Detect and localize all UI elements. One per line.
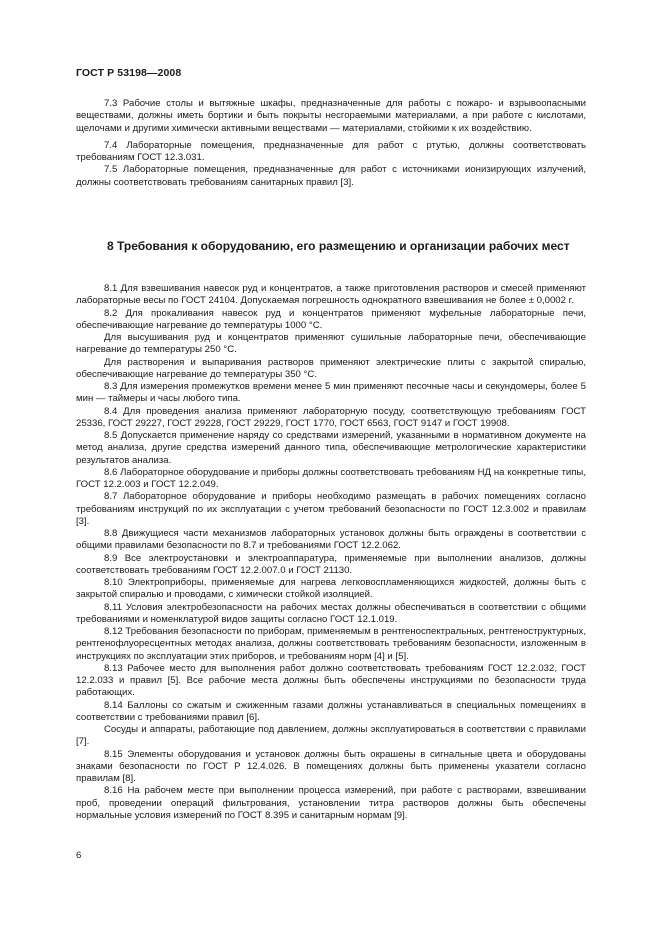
paragraph-8-2: 8.2 Для прокаливания навесок руд и концентратов применяют муфельные лабораторные печи, обеспечивающие нагревание до температуры 1000 °С. [76, 307, 586, 331]
paragraph-7-5: 7.5 Лабораторные помещения, предназначенные для работ с источниками ионизирующих излучений, должны соответствовать требованиям санитарных правил [3]. [76, 164, 586, 188]
paragraph-8-10: 8.10 Электроприборы, применяемые для нагрева легковоспламеняющихся жидкостей, должны быть с закрытой спиралью и проводами, с химически стойкой изоляцией. [76, 577, 586, 601]
paragraph-dissolving: Для растворения и выпаривания растворов применяют электрические плиты с закрытой спиралью, обеспечивающие нагревание до температуры 350 °С. [76, 356, 586, 380]
paragraph-8-5: 8.5 Допускается применение наряду со средствами измерений, указанными в нормативном документе на метод анализа, другие средства измерений данного типа, обеспечивающие метрологические характеристики результатов анализа. [76, 430, 586, 466]
paragraph-8-9: 8.9 Все электроустановки и электроаппаратура, применяемые при выполнении анализов, должны соответствовать требованиям ГОСТ 12.2.007.0 и ГОСТ 21130. [76, 552, 586, 576]
paragraph-8-12: 8.12 Требования безопасности по приборам, применяемым в рентгеноспектральных, рентгеноструктурных, рентгенофлуоресцентных методах анализа, должны соответствовать требованиям безопасности, изложенным в инструкциях по эксплуатации этих приборов, и требованиям норм [4] и [5]. [76, 626, 586, 662]
paragraph-8-15: 8.15 Элементы оборудования и установок должны быть окрашены в сигнальные цвета и оборудованы знаками безопасности по ГОСТ Р 12.4.026. В помещениях должны быть применены указатели согласно правилам [8]. [76, 748, 586, 784]
paragraph-7-3: 7.3 Рабочие столы и вытяжные шкафы, предназначенные для работы с пожаро- и взрывоопасными веществами, должны иметь бортики и быть покрыты несгораемыми материалами, а при работе с кислотами, щелочами и другими химически активными веществами — материалами, стойкими к их воздействию. [76, 98, 586, 134]
paragraph-8-8: 8.8 Движущиеся части механизмов лабораторных установок должны быть ограждены в соответствии с общими правилами безопасности по 8.7 и требованиями ГОСТ 12.2.062. [76, 528, 586, 552]
paragraph-8-3: 8.3 Для измерения промежутков времени менее 5 мин применяют песочные часы и секундомеры, более 5 мин — таймеры и часы любого типа. [76, 381, 586, 405]
paragraph-8-4: 8.4 Для проведения анализа применяют лабораторную посуду, соответствующую требованиям ГОСТ 25336, ГОСТ 29227, ГОСТ 29228, ГОСТ 29229, ГОСТ 1770, ГОСТ 6563, ГОСТ 9147 и ГОСТ 19908. [76, 405, 586, 429]
paragraph-8-6: 8.6 Лабораторное оборудование и приборы должны соответствовать требованиям НД на конкретные типы, ГОСТ 12.2.003 и ГОСТ 12.2.049. [76, 466, 586, 490]
paragraph-8-13: 8.13 Рабочее место для выполнения работ должно соответствовать требованиям ГОСТ 12.2.032, ГОСТ 12.2.033 и правил [5]. Все рабочие места должны быть обеспечены инструкциями по безопасности труда работающих. [76, 662, 586, 699]
paragraph-8-14: 8.14 Баллоны со сжатым и сжиженным газами должны устанавливаться в специальных помещениях в соответствии с требованиями правил [6]. [76, 699, 586, 723]
section-8-body [76, 283, 586, 822]
paragraph-drying: Для высушивания руд и концентратов применяют сушильные лабораторные печи, обеспечивающие нагревание до температуры 250 °С. [76, 332, 586, 356]
section-7-continuation [76, 98, 586, 189]
paragraph-8-1: 8.1 Для взвешивания навесок руд и концентратов, а также приготовления растворов и смесей применяют лабораторные весы по ГОСТ 24104. Допускаемая погрешность однократного взвешивания не более ± 0,0002 г. [76, 283, 586, 307]
paragraph-8-11: 8.11 Условия электробезопасности на рабочих местах должны обеспечиваться в соответствии с общими требованиями и номенклатурой видов защиты согласно ГОСТ 12.1.019. [76, 601, 586, 625]
paragraph-8-7: 8.7 Лабораторное оборудование и приборы необходимо размещать в рабочих помещениях согласно требованиям инструкций по их эксплуатации с учетом требований безопасности по ГОСТ 12.3.002 и правилам [3]. [76, 491, 586, 527]
paragraph-7-4: 7.4 Лабораторные помещения, предназначенные для работ с ртутью, должны соответствовать требованиям ГОСТ 12.3.031. [76, 139, 586, 163]
section-8-title: 8 Требования к оборудованию, его размещению и организации рабочих мест [107, 239, 570, 253]
page-header: ГОСТ Р 53198—2008 [76, 67, 182, 79]
paragraph-pressure-vessels: Сосуды и аппараты, работающие под давлением, должны эксплуатироваться в соответствии с правилами [7]. [76, 724, 586, 748]
paragraph-8-16: 8.16 На рабочем месте при выполнении процесса измерений, при работе с растворами, взвешивании проб, проведении операций фильтрования, установлении титра растворов должны быть обеспечены нормальные условия измерений по ГОСТ 8.395 и санитарным нормам [9]. [76, 785, 586, 821]
page-number: 6 [76, 850, 82, 861]
